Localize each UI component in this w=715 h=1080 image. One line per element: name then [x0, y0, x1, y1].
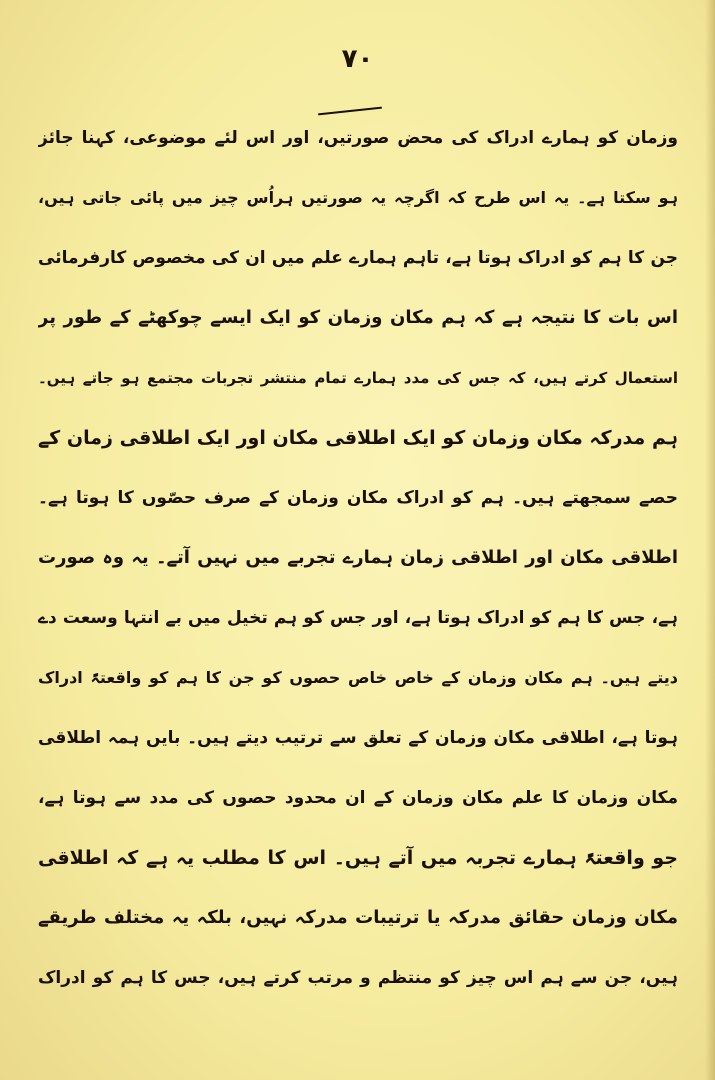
page-body-text [38, 108, 678, 1008]
text-line-3: جن کا ہم کو ادراک ہوتا ہے، تاہم ہمارے علم میں ان کی مخصوص کارفرمائی [38, 248, 678, 268]
text-line-5: استعمال کرتے ہیں، کہ جس کی مدد ہمارے تمام منتشر تجربات مجتمع ہو جاتے ہیں۔ [38, 369, 678, 387]
text-line-10: دیتے ہیں۔ ہم مکان وزمان کے خاص خاص حصوں کو جن کا ہم کو واقعتہً ادراک [38, 668, 678, 687]
text-line-14: مکان وزمان حقائق مدرکہ یا ترتیبات مدرکہ نہیں، بلکہ یہ مختلف طریقے [38, 907, 678, 928]
text-line-8: اطلاقی مکان اور اطلاقی زمان ہمارے تجربے میں نہیں آتے۔ یہ وہ صورت [38, 547, 678, 568]
text-line-1: وزمان کو ہمارے ادراک کی محض صورتیں، اور اس لئے موضوعی، کہنا جائز [38, 128, 678, 148]
text-line-2: ہو سکتا ہے۔ یہ اس طرح کہ اگرچہ یہ صورتیں ہراُس چیز میں پائی جاتی ہیں، [38, 188, 678, 207]
text-line-12: مکان وزمان کا علم مکان وزمان کے ان محدود حصوں کی مدد سے ہوتا ہے، [38, 788, 678, 808]
text-line-11: ہوتا ہے، اطلاقی مکان وزمان کے تعلق سے ترتیب دیتے ہیں۔ بایں ہمہ اطلاقی [38, 728, 678, 748]
text-line-4: اس بات کا نتیجہ ہے کہ ہم مکان وزمان کو ایک ایسے چوکھٹے کے طور پر [38, 307, 678, 328]
text-line-15: ہیں، جن سے ہم اس چیز کو منتظم و مرتب کرتے ہیں، جس کا ہم کو ادراک [38, 968, 678, 988]
text-line-7: حصے سمجھتے ہیں۔ ہم کو ادراک مکان وزمان کے صرف حصّوں کا ہوتا ہے۔ [38, 488, 678, 508]
text-line-6: ہم مدرکہ مکان وزمان کو ایک اطلاقی مکان اور ایک اطلاقی زمان کے [38, 427, 678, 449]
text-line-9: ہے، جس کا ہم کو ادراک ہوتا ہے، اور جس کو ہم تخیل میں بے انتہا وسعت دے [38, 608, 678, 628]
page-number: ۷۰ [341, 44, 374, 74]
text-line-13: جو واقعتہً ہمارے تجربہ میں آتے ہیں۔ اس کا مطلب یہ ہے کہ اطلاقی [38, 847, 678, 869]
page-edge-shadow [705, 0, 715, 1080]
